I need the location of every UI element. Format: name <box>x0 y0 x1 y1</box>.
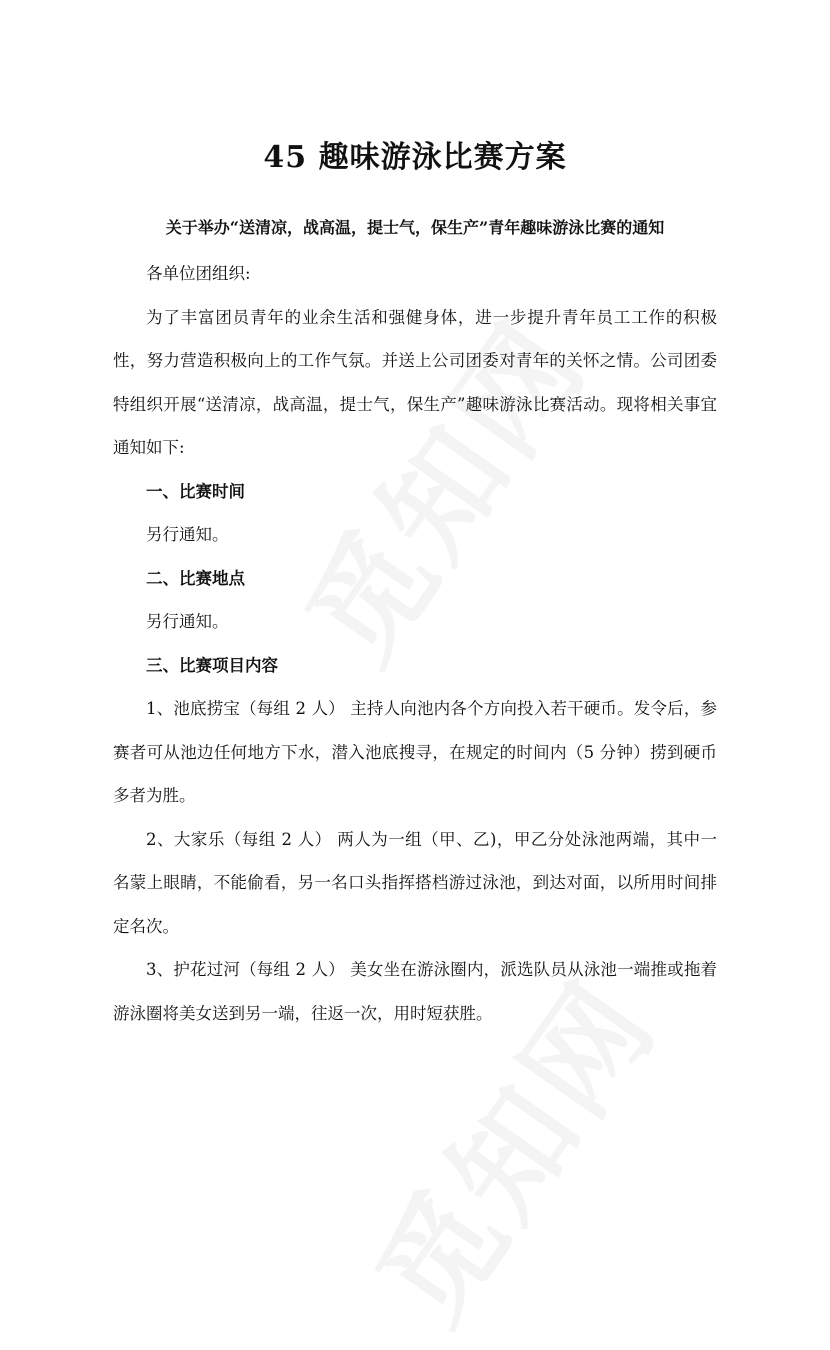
location-paragraph: 另行通知。 <box>146 612 229 631</box>
event-item: 2、大家乐（每组 2 人） 两人为一组（甲、乙)，甲乙分处泳池两端，其中一名蒙上眼睛，不能偷看，另一名口头指挥搭档游过泳池，到达对面，以所用时间排定名次。 <box>113 829 717 936</box>
document-body <box>113 252 717 1035</box>
section-heading-time: 一、比赛时间 <box>146 481 245 501</box>
time-paragraph: 另行通知。 <box>146 525 229 544</box>
section-heading-events: 三、比赛项目内容 <box>146 655 278 675</box>
event-item: 3、护花过河（每组 2 人） 美女坐在游泳圈内，派选队员从泳池一端推或拖着游泳圈将美女送到另一端，往返一次，用时短获胜。 <box>113 960 717 1023</box>
event-item: 1、池底捞宝（每组 2 人） 主持人向池内各个方向投入若干硬币。发令后，参赛者可从池边任何地方下水，潜入池底搜寻，在规定的时间内（5 分钟）捞到硬币多者为胜。 <box>113 699 717 805</box>
section-heading-location: 二、比赛地点 <box>146 568 245 588</box>
salutation: 各单位团组织: <box>146 264 251 283</box>
document-title: 45 趣味游泳比赛方案 <box>263 140 567 175</box>
intro-paragraph: 为了丰富团员青年的业余生活和强健身体，进一步提升青年员工工作的积极性，努力营造积极向上的工作气氛。并送上公司团委对青年的关怀之情。公司团委特组织开展“送清凉，战高温，提士气，保生产”趣味游泳比赛活动。现将相关事宜通知如下: <box>113 307 717 457</box>
notice-subtitle: 关于举办“送清凉，战高温，提士气，保生产”青年趣味游泳比赛的通知 <box>165 218 665 237</box>
